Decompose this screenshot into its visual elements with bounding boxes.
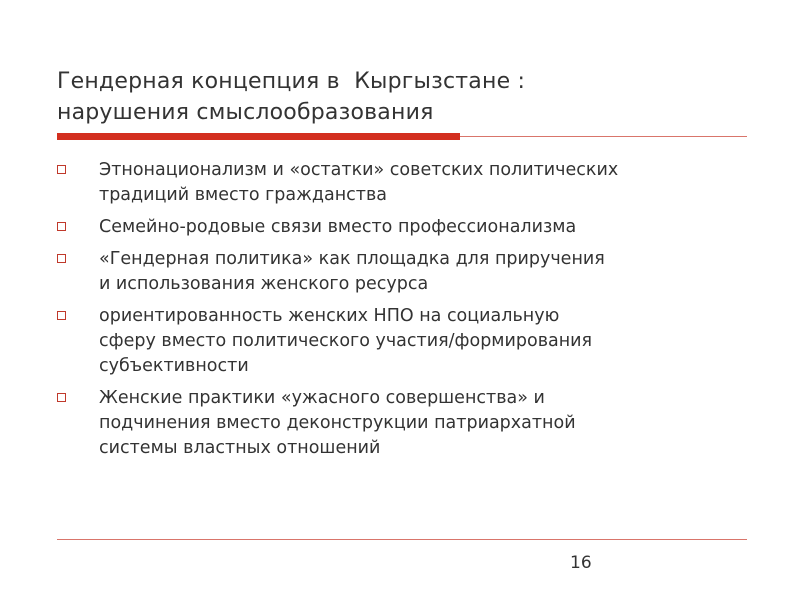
square-bullet-icon <box>57 393 66 402</box>
title-underline-rule <box>460 136 747 137</box>
bullet-text: «Гендерная политика» как площадка для приручения и использования женского ресурса <box>99 249 605 294</box>
bullet-text: Женские практики «ужасного совершенства» и подчинения вместо деконструкции патриархатной системы властных отношений <box>99 388 576 458</box>
square-bullet-icon <box>57 254 66 263</box>
page-number: 16 <box>570 553 592 573</box>
bullet-item <box>57 247 757 297</box>
square-bullet-icon <box>57 165 66 174</box>
bullet-text: Семейно-родовые связи вместо профессионализма <box>99 217 577 237</box>
slide-title <box>57 66 757 128</box>
square-bullet-icon <box>57 222 66 231</box>
bullet-item <box>57 304 757 379</box>
slide-title-line-1: Гендерная концепция в Кыргызстане : <box>57 69 526 94</box>
slide-title-line-2: нарушения смыслообразования <box>57 100 434 125</box>
title-underline-accent <box>57 133 460 140</box>
bullet-item <box>57 386 757 461</box>
bullet-item <box>57 215 757 240</box>
bullet-list <box>57 158 757 468</box>
bullet-item <box>57 158 757 208</box>
bullet-text: Этнонационализм и «остатки» советских политических традиций вместо гражданства <box>99 160 619 205</box>
footer-rule <box>57 539 747 540</box>
bullet-text: ориентированность женских НПО на социальную сферу вместо политического участия/формирования субъективности <box>99 306 593 376</box>
square-bullet-icon <box>57 311 66 320</box>
